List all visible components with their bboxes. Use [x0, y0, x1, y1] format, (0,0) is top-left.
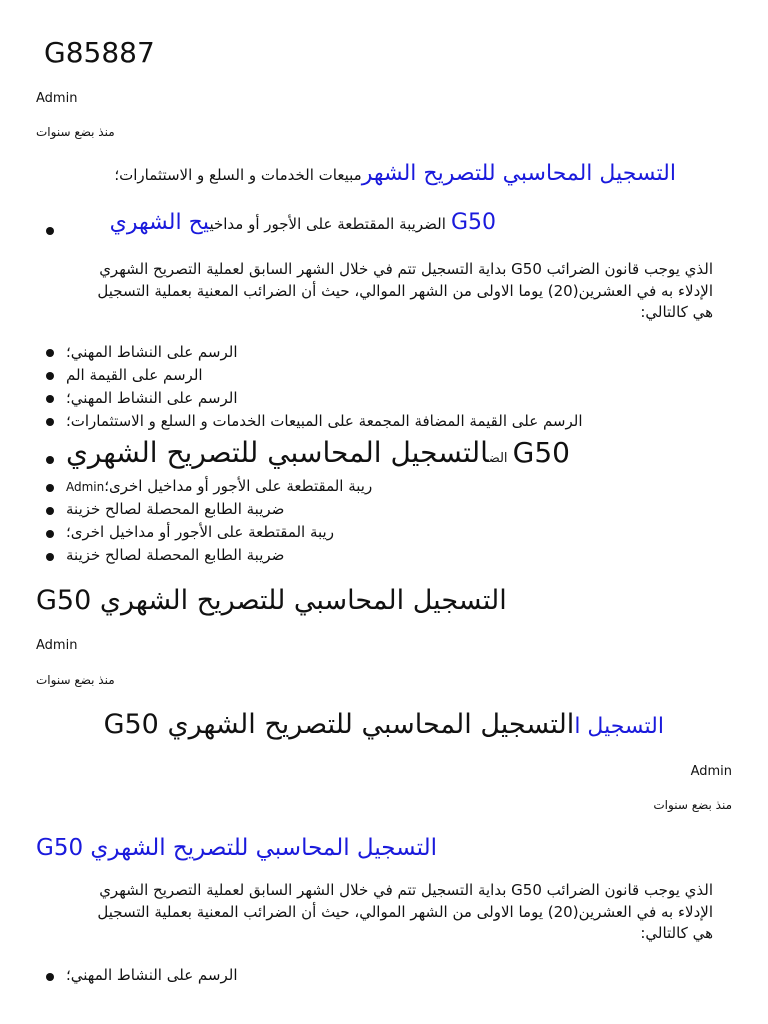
heading-link[interactable]: التسجيل المحاسبي للتصريح الشهر — [361, 161, 676, 186]
admin-tag[interactable]: Admin — [66, 480, 105, 494]
bullet-dot — [46, 484, 54, 492]
author-name[interactable]: Admin — [36, 638, 78, 653]
paragraph — [36, 880, 713, 945]
bullet-dot — [46, 372, 54, 380]
g50-link[interactable]: G50 — [450, 210, 496, 235]
bullet-dot — [46, 418, 54, 426]
bullet-text: الضريبة المقتطعة على الأجور أو مداخي — [209, 215, 446, 233]
bullet-dot — [46, 530, 54, 538]
post-date: منذ بضع سنوات — [36, 673, 115, 687]
list-item-text: ريبة المقتطعة على الأجور أو مداخيل اخرى؛ — [104, 477, 373, 495]
g50-code: G50 — [512, 436, 570, 469]
post-heading — [36, 709, 664, 740]
list-item: ضريبة الطابع المحصلة لصالح خزينة — [66, 546, 285, 564]
bullet-dot — [46, 456, 54, 464]
list-item — [66, 477, 372, 495]
list-item: الرسم على النشاط المهني؛ — [66, 343, 238, 361]
fragment: الض — [488, 451, 508, 466]
author-name[interactable]: Admin — [36, 91, 78, 106]
list-item: ضريبة الطابع المحصلة لصالح خزينة — [66, 500, 285, 518]
heading-tail: مبيعات الخدمات و السلع و الاستثمارات؛ — [114, 166, 362, 184]
post-date: منذ بضع سنوات — [653, 798, 732, 812]
bullet-dot — [46, 349, 54, 357]
paragraph-line: الذي يوجب قانون الضرائب G50 بداية التسجيل تتم في خلال الشهر السابق لعملية التصريح الشهري — [99, 260, 713, 278]
big-list-item — [66, 436, 570, 469]
paragraph-line: هي كالتالي: — [640, 303, 713, 321]
link-prefix[interactable]: ي — [202, 210, 210, 235]
bullet-dot — [46, 227, 54, 235]
post-title[interactable]: التسجيل المحاسبي للتصريح الشهري G50 — [103, 709, 575, 740]
section-heading — [36, 161, 676, 186]
monthly-link[interactable]: ح الشهري — [109, 210, 203, 235]
list-item: الرسم على النشاط المهني؛ — [66, 966, 238, 984]
list-item: الرسم على القيمة المضافة المجمعة على المبيعات الخدمات و السلع و الاستثمارات؛ — [66, 412, 583, 430]
post-date: منذ بضع سنوات — [36, 125, 115, 139]
bullet-item — [66, 210, 496, 235]
big-item-text: التسجيل المحاسبي للتصريح الشهري — [66, 436, 489, 469]
page-title: G85887 — [44, 36, 155, 69]
heading-link[interactable]: التسجيل ا — [574, 714, 664, 739]
paragraph-line: هي كالتالي: — [640, 924, 713, 942]
paragraph-line: الإدلاء به في العشرين(20) يوما الاولى من الشهر الموالي، حيث أن الضرائب المعنية بعملية التسجيل — [97, 281, 713, 300]
paragraph-line: الذي يوجب قانون الضرائب G50 بداية التسجيل تتم في خلال الشهر السابق لعملية التصريح الشهري — [99, 881, 713, 899]
bullet-dot — [46, 507, 54, 515]
post-title[interactable]: التسجيل المحاسبي للتصريح الشهري G50 — [36, 585, 507, 616]
bullet-dot — [46, 553, 54, 561]
list-item: الرسم على النشاط المهني؛ — [66, 389, 238, 407]
bullet-dot — [46, 395, 54, 403]
paragraph — [36, 259, 713, 324]
paragraph-line: الإدلاء به في العشرين(20) يوما الاولى من الشهر الموالي، حيث أن الضرائب المعنية بعملية التسجيل — [97, 902, 713, 921]
list-item: الرسم على القيمة الم — [66, 366, 203, 384]
post-title-link[interactable]: التسجيل المحاسبي للتصريح الشهري G50 — [36, 835, 437, 861]
bullet-dot — [46, 973, 54, 981]
list-item: ريبة المقتطعة على الأجور أو مداخيل اخرى؛ — [66, 523, 334, 541]
author-name[interactable]: Admin — [690, 764, 732, 779]
